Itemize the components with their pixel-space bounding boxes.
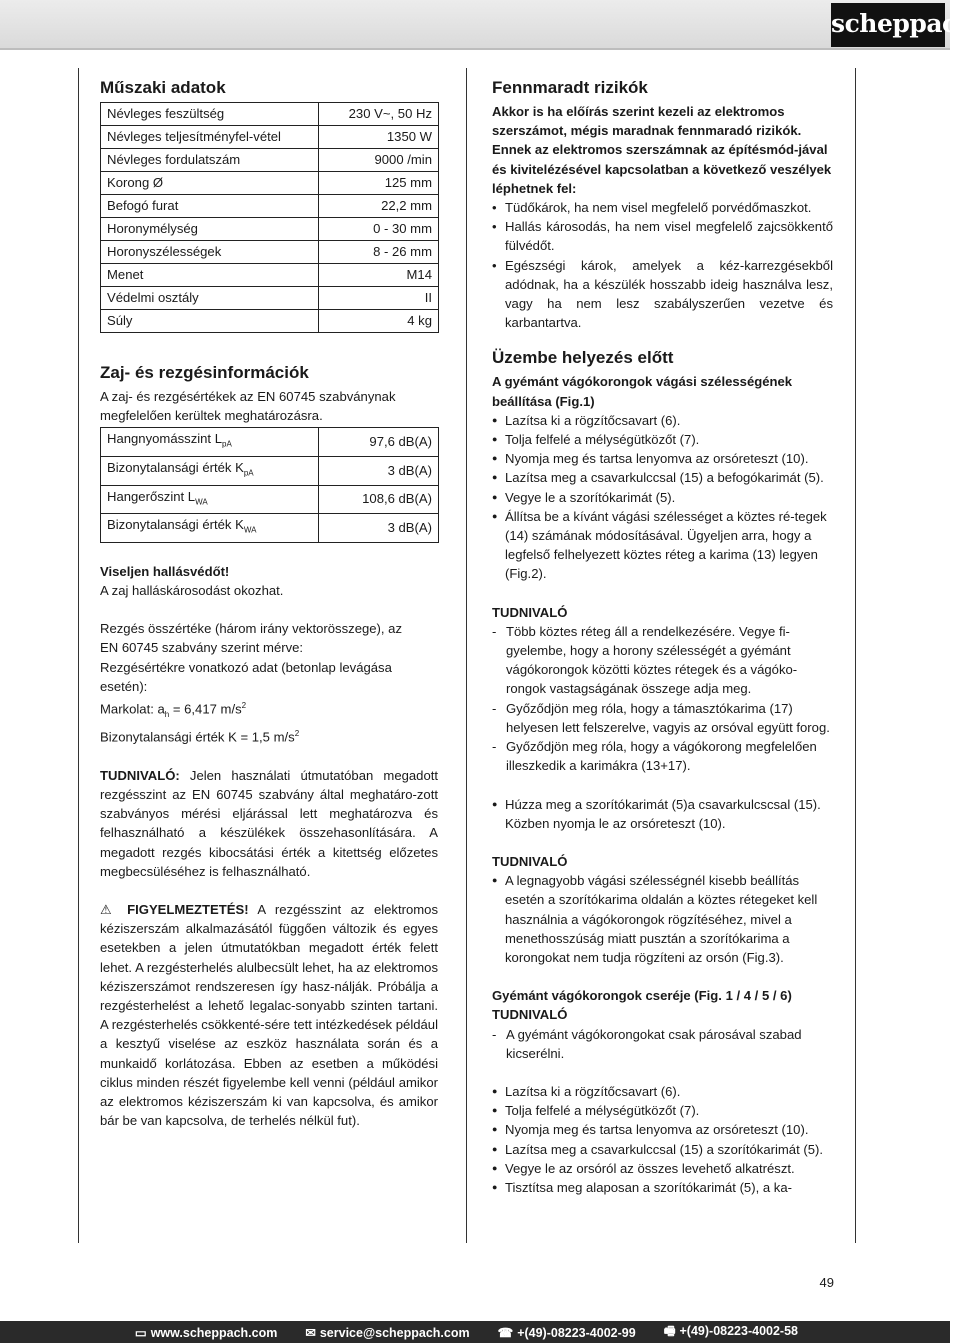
vibration-handle: Markolat: $a_h = 6,417$ $m/s^2$ — [100, 701, 247, 720]
vibration-uncertainty: Bizonytalansági érték K = 1,5 $m/s^2$ — [100, 729, 300, 745]
row-value: 108,6 dB(A) — [319, 485, 439, 514]
list-item: ● A legnagyobb vágási szélességnél kisebb beállítás esetén a szorítókarima oldalán a köztes rétegeket kell használnia a vágókorongok rögzítéséhez, mivel a menethosszúság miatt pusztán a szorítókarima a korongokat nem tudja rögzíteni az orsón (Fig.3). — [492, 871, 833, 967]
list-item: ● Lazítsa ki a rögzítőcsavart (6). — [492, 1082, 833, 1101]
row-label: Bizonytalansági érték $K_{pA}$ — [101, 457, 319, 486]
mail-icon: ✉ — [305, 1325, 316, 1340]
row-value: 3 dB(A) — [319, 457, 439, 486]
row-label: Horonyszélességek — [101, 241, 319, 264]
list-item: ● Nyomja meg és tartsa lenyomva az orsóreteszt (10). — [492, 449, 833, 468]
footer-phone: ☎ +(49)-08223-4002-99 — [497, 1325, 636, 1340]
risk-list — [492, 198, 833, 332]
row-label: Névleges teljesítményfel-vétel — [101, 126, 319, 149]
noise-title: Zaj- és rezgésinformációk — [100, 363, 309, 382]
list-item: - Győződjön meg róla, hogy a vágókorong megfelelően illeszkedik a karimákra (13+17). — [492, 737, 833, 775]
row-value: II — [319, 287, 439, 310]
setup-title: Üzembe helyezés előtt — [492, 348, 674, 368]
note-label: TUDNIVALÓ — [492, 1007, 568, 1023]
setup-final-step — [492, 795, 833, 833]
list-item: - Győződjön meg róla, hogy a támasztókarima (17) helyesen lett felszerelve, vagyis az orsóval együtt forog. — [492, 699, 833, 737]
footer-email[interactable]: ✉ service@scheppach.com — [305, 1325, 470, 1340]
list-item: ● Tisztítsa meg alaposan a szorítókarimát (5), a ka- — [492, 1178, 833, 1197]
risk-intro: Akkor is ha előírás szerint kezeli az elektromos szerszámot, mégis maradnak fennmaradó rizikók. Ennek az elektromos szerszámnak az építésmód-jával és kivitelézésével kapcsolatban a következő veszélyek léphetnek fel: — [492, 104, 832, 196]
table-row — [101, 149, 439, 172]
row-value: 4 kg — [319, 310, 439, 333]
footer-fax: 🖷 +(49)-08223-4002-58 — [663, 1323, 798, 1338]
vibration-line: esetén): — [100, 678, 148, 694]
replace-title: Gyémánt vágókorongok cseréje (Fig. 1 / 4 / 5 / 6) — [492, 988, 792, 1004]
row-value: 1350 W — [319, 126, 439, 149]
list-item: • Tüdőkárok, ha nem visel megfelelő porvédőmaszkot. — [492, 198, 833, 217]
page-number: 49 — [819, 1275, 834, 1290]
warning-icon: ⚠ — [100, 902, 118, 918]
replace-steps — [492, 1082, 833, 1197]
row-value: 22,2 mm — [319, 195, 439, 218]
row-label: Befogó furat — [101, 195, 319, 218]
row-label: Korong Ø — [101, 172, 319, 195]
noise-table — [100, 427, 439, 542]
list-item: ● Állítsa be a kívánt vágási szélességet a köztes ré-tegek (14) számának módosításával. Ügyeljen arra, hogy a legfelső felhelyezett köztes réteg a karima (13) legyen (Fig.2). — [492, 507, 833, 584]
header-bar — [0, 0, 974, 50]
setup-subtitle: A gyémánt vágókorongok vágási szélességének beállítása (Fig.1) — [492, 374, 793, 409]
row-value: 0 - 30 mm — [319, 218, 439, 241]
list-item: ● Nyomja meg és tartsa lenyomva az orsóreteszt (10). — [492, 1120, 833, 1139]
row-label: Védelmi osztály — [101, 287, 319, 310]
note-label: TUDNIVALÓ — [492, 853, 568, 869]
table-row — [101, 485, 439, 514]
row-label: Névleges fordulatszám — [101, 149, 319, 172]
right-column — [466, 68, 856, 1243]
list-item: ● Húzza meg a szorítókarimát (5)a csavarkulcscsal (15). Közben nyomja le az orsóreteszt (10). — [492, 795, 833, 833]
hearing-warning: Viseljen hallásvédőt! — [100, 563, 230, 579]
table-row — [101, 514, 439, 543]
footer-bar — [0, 1321, 950, 1343]
row-value: 3 dB(A) — [319, 514, 439, 543]
table-row — [101, 218, 439, 241]
list-item: ● Vegye le a szorítókarimát (5). — [492, 488, 833, 507]
list-item: ● Lazítsa meg a csavarkulccsal (15) a szorítókarimát (5). — [492, 1140, 833, 1159]
row-value: 125 mm — [319, 172, 439, 195]
vibration-line: Rezgésértékre vonatkozó adat (betonlap levágása — [100, 659, 392, 675]
tech-data-title: Műszaki adatok — [100, 78, 226, 97]
table-row — [101, 126, 439, 149]
table-row — [101, 310, 439, 333]
list-item: • Hallás károsodás, ha nem visel megfelelő zajcsökkentő fülvédőt. — [492, 217, 833, 255]
vibration-line: EN 60745 szabvány szerint mérve: — [100, 640, 304, 656]
row-label: Hangerőszint $L_{WA}$ — [101, 485, 319, 514]
spec-table — [100, 102, 439, 333]
list-item: - A gyémánt vágókorongokat csak párosával szabad kicserélni. — [492, 1025, 833, 1063]
row-value: 230 V~, 50 Hz — [319, 103, 439, 126]
row-value: 8 - 26 mm — [319, 241, 439, 264]
note-label: TUDNIVALÓ — [492, 604, 568, 620]
footer-web[interactable]: ▭ www.scheppach.com — [134, 1325, 278, 1340]
list-item: - Több köztes réteg áll a rendelkezésére. Vegye fi-gyelembe, hogy a horony szélességét a gyémánt vágókorongok közötti köztes rétegek és a vágóko-rongok vastagságának összege adja meg. — [492, 622, 833, 699]
table-row — [101, 241, 439, 264]
row-label: Horonymélység — [101, 218, 319, 241]
note-list — [492, 622, 833, 776]
table-row — [101, 172, 439, 195]
row-label: Bizonytalansági érték $K_{WA}$ — [101, 514, 319, 543]
table-row — [101, 287, 439, 310]
list-item: ● Vegye le az orsóról az összes levehető alkatrészt. — [492, 1159, 833, 1178]
table-row — [101, 428, 439, 457]
list-item: ● Tolja felfelé a mélységütközőt (7). — [492, 1101, 833, 1120]
vibration-note: TUDNIVALÓ: Jelen használati útmutatóban megadott rezgésszint az EN 60745 szabvány által meghatáro-zott szabványos mérési eljárással lett meghatározva és felhasználható a készülékek összehasonlítására. A megadott rezgés kibocsátási érték a kitettség előzetes megbecsüléséhez is felhasználható. — [100, 767, 438, 879]
vibration-line: Rezgés összértéke (három irány vektorösszege), az — [100, 621, 403, 637]
note-list — [492, 871, 833, 967]
row-value: 9000 /min — [319, 149, 439, 172]
brand-logo: scheppach — [831, 3, 945, 47]
row-label: Menet — [101, 264, 319, 287]
setup-steps — [492, 411, 833, 584]
table-row — [101, 264, 439, 287]
row-label: Névleges feszültség — [101, 103, 319, 126]
noise-intro: A zaj- és rezgésértékek az EN 60745 szabványnak megfelelően kerültek meghatározásra. — [100, 389, 396, 424]
computer-icon: ▭ — [134, 1325, 147, 1340]
row-value: 97,6 dB(A) — [319, 428, 439, 457]
table-row — [101, 103, 439, 126]
phone-icon: ☎ — [497, 1325, 514, 1340]
row-value: M14 — [319, 264, 439, 287]
list-item: ● Lazítsa ki a rögzítőcsavart (6). — [492, 411, 833, 430]
list-item: ● Lazítsa meg a csavarkulccsal (15) a befogókarimát (5). — [492, 468, 833, 487]
list-item: ● Tolja felfelé a mélységütközőt (7). — [492, 430, 833, 449]
risk-title: Fennmaradt rizikók — [492, 78, 648, 97]
list-item: • Egészségi károk, amelyek a kéz-karrezgésekből adódnak, ha a készülék hosszabb ideig használva lesz, vagy ha nem lesz szabályszerűen vezetve és karbantartva. — [492, 256, 833, 333]
table-row — [101, 195, 439, 218]
note-list — [492, 1025, 833, 1063]
row-label: Súly — [101, 310, 319, 333]
hearing-text: A zaj halláskárosodást okozhat. — [100, 583, 284, 599]
table-row — [101, 457, 439, 486]
vibration-warning: ⚠ FIGYELMEZTETÉS! A rezgésszint az elektromos kéziszerszám alkalmazásától függően változik és egyes esetekben a jelen útmutatókban megadott érték felett lehet. A rezgésterhelés alulbecsült lehet, ha az elektromos kéziszerszámot rendszeresen így hasz-nálják. Próbálja a rezgésterhelést a lehető legalac-sonyabb szinten tartani. A rezgésterhelés csökkenté-sére tett intézkedések például a kesztyű viselése az eszköz használata során és a munkaidő korlátozása. Ebben az esetben a működési ciklus minden részét figyelembe kell venni (például amikor az elektromos kéziszerszám ki van kapcsolva, és amikor bár be van kapcsolva, de terhelés nélkül fut). — [100, 902, 438, 1129]
row-label: Hangnyomásszint $L_{pA}$ — [101, 428, 319, 457]
vibration-block — [100, 619, 438, 747]
left-column — [78, 68, 466, 1243]
fax-icon: 🖷 — [663, 1323, 676, 1338]
